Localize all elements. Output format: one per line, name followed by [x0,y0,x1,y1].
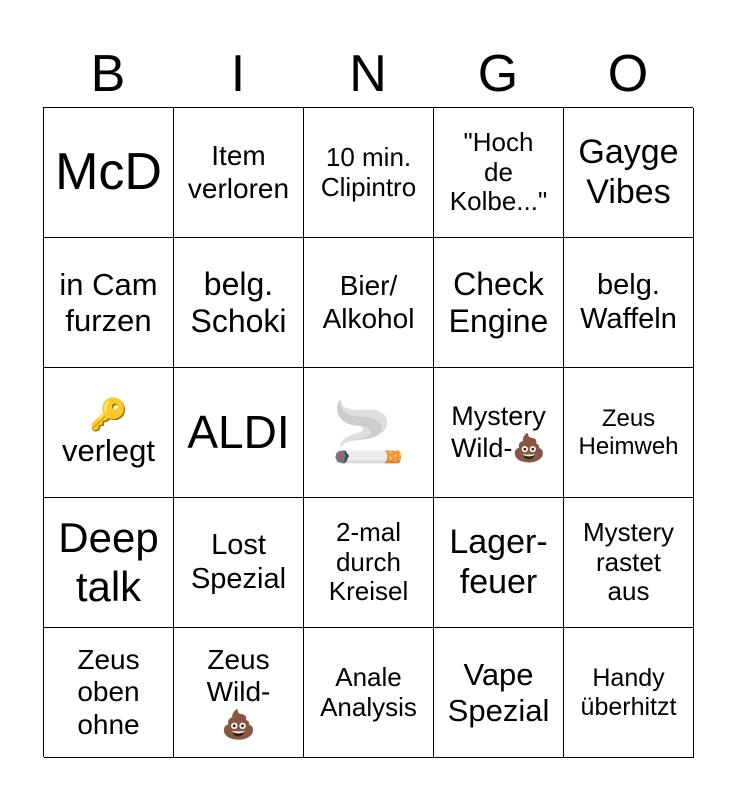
bingo-cell[interactable] [44,498,174,628]
bingo-cell-text: Anale Analysis [320,661,417,722]
bingo-cell-text: Vape Spezial [447,656,550,728]
bingo-cell-text: 🚬 [331,399,406,466]
bingo-cell[interactable] [564,238,694,368]
bingo-cell-text: ALDI [187,406,290,459]
bingo-cell-text: 10 min. Clipintro [320,141,417,202]
bingo-cell-text: McD [55,142,162,201]
bingo-cell-text: Bier/ Alkohol [322,270,415,334]
bingo-cell-text: 2-mal durch Kreisel [328,516,409,607]
bingo-grid [43,107,693,757]
bingo-cell[interactable] [304,498,434,628]
bingo-cell-text: Handy überhitzt [580,663,677,721]
bingo-cell[interactable] [304,368,434,498]
bingo-cell[interactable] [564,368,694,498]
header-letter-o: O [607,45,649,103]
bingo-cell-text: Mystery Wild-💩 [450,401,547,463]
bingo-cell-text: Gayge Vibes [578,133,679,211]
bingo-cell-text: "Hoch de Kolbe..." [449,126,548,217]
bingo-cell-text: Lost Spezial [190,529,287,595]
bingo-cell[interactable] [304,238,434,368]
bingo-cell[interactable] [174,368,304,498]
bingo-cell-text: Deep talk [58,514,159,610]
bingo-cell-text: belg. Waffeln [580,269,677,335]
bingo-cell-text: Mystery rastet aus [583,516,674,607]
bingo-cell-text: Zeus Heimweh [578,404,679,460]
bingo-cell[interactable] [44,368,174,498]
bingo-header [43,40,693,108]
bingo-cell-text: Zeus oben ohne [77,644,140,740]
bingo-cell[interactable] [174,238,304,368]
bingo-cell[interactable] [564,628,694,758]
bingo-cell[interactable] [44,238,174,368]
bingo-cell-text: Lager- feuer [449,523,548,601]
bingo-cell[interactable] [174,108,304,238]
bingo-cell[interactable] [304,628,434,758]
bingo-cell-text: Check Engine [448,265,549,339]
bingo-cell[interactable] [434,498,564,628]
bingo-cell[interactable] [44,628,174,758]
header-letter-g: G [477,45,519,103]
bingo-cell[interactable] [44,108,174,238]
bingo-cell-text: Zeus Wild- 💩 [206,644,271,740]
bingo-cell[interactable] [174,628,304,758]
bingo-cell[interactable] [304,108,434,238]
bingo-cell-text: Item verloren [187,140,290,204]
bingo-cell-text: in Cam furzen [59,266,158,338]
bingo-cell[interactable] [434,628,564,758]
header-letter-b: B [90,45,126,103]
header-letter-n: N [349,45,387,103]
header-letter-i: I [230,45,246,103]
bingo-cell[interactable] [434,108,564,238]
bingo-cell-text: belg. Schoki [190,265,287,339]
bingo-cell[interactable] [434,368,564,498]
bingo-cell[interactable] [434,238,564,368]
bingo-cell-text: 🔑 verlegt [61,396,156,468]
bingo-cell[interactable] [564,498,694,628]
bingo-cell[interactable] [174,498,304,628]
bingo-cell[interactable] [564,108,694,238]
